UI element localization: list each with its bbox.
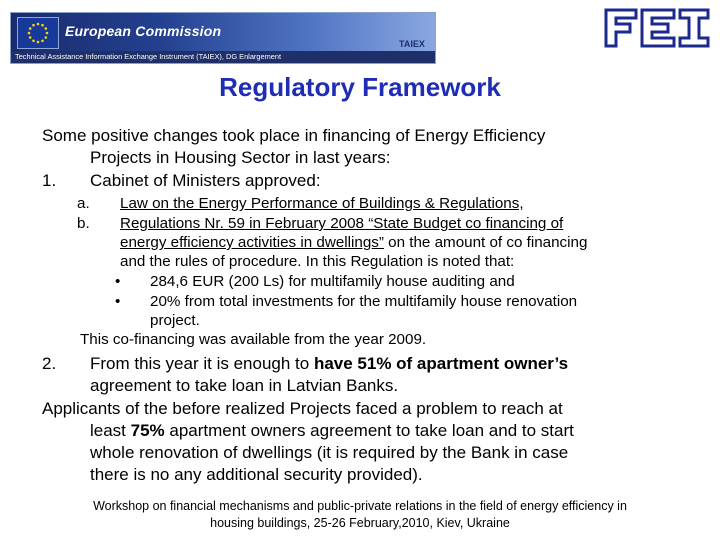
sub-item-b-line-2-rest: on the amount of co financing [383,234,588,251]
item-2-line-1-bold: have 51% of apartment owner’s [313,354,569,373]
applicants-line-4: there is no any additional security provided). [90,465,423,484]
bullet-2-line-1: 20% from total investments for the multifamily house renovation [150,293,578,310]
intro-line-1: Some positive changes took place in financing of Energy Efficiency [42,126,546,145]
sub-item-a-text: Law on the Energy Performance of Buildings & Regulations, [120,195,524,212]
footer-line-2: housing buildings, 25-26 February,2010, Kiev, Ukraine [210,516,510,530]
cofinancing-note: This co-financing was available from the year 2009. [80,331,427,348]
item-2-line-1 [90,354,568,374]
applicants-line-2-pre: least [90,421,131,440]
applicants-line-2-post: apartment owners agreement to take loan and to start [164,421,574,440]
sub-item-b-line-1: Regulations Nr. 59 in February 2008 “State Budget co financing of [120,215,564,232]
eu-flag-icon [17,17,59,49]
applicants-line-1: Applicants of the before realized Projects faced a problem to reach at [42,399,563,418]
bullet-1-text: 284,6 EUR (200 Ls) for multifamily house auditing and [150,273,515,290]
sub-item-b-line-2 [120,234,587,251]
bullet-1-marker: • [115,273,121,290]
item-2-line-1-pre: From this year it is enough to [90,354,314,373]
bullet-2-marker: • [115,293,121,310]
sub-item-b-line-3: and the rules of procedure. In this Regulation is noted that: [120,253,515,270]
banner-title: European Commission [65,23,222,39]
applicants-line-2-bold: 75% [130,421,165,440]
sub-item-b-marker: b. [77,215,90,232]
applicants-line-2 [90,421,574,441]
intro-line-2: Projects in Housing Sector in last years: [90,148,391,167]
fei-logo [602,6,712,50]
item-2-marker: 2. [42,354,57,373]
applicants-line-3: whole renovation of dwellings (it is required by the Bank in case [90,443,569,462]
item-1-marker: 1. [42,171,57,190]
sub-item-a-marker: a. [77,195,90,212]
item-1-text: Cabinet of Ministers approved: [90,171,321,190]
bullet-2-line-2: project. [150,312,200,329]
european-commission-banner [10,12,436,64]
banner-subtitle: Technical Assistance Information Exchange Instrument (TAIEX), DG Enlargement [11,51,435,63]
banner-taiex-tag: TAIEX [399,39,425,49]
footer-line-1: Workshop on financial mechanisms and public-private relations in the field of energy efficiency in [93,499,627,513]
regulation-title-underlined: energy efficiency activities in dwellings” [120,234,384,251]
slide-title: Regulatory Framework [219,72,501,102]
item-2-line-2: agreement to take loan in Latvian Banks. [90,376,399,395]
